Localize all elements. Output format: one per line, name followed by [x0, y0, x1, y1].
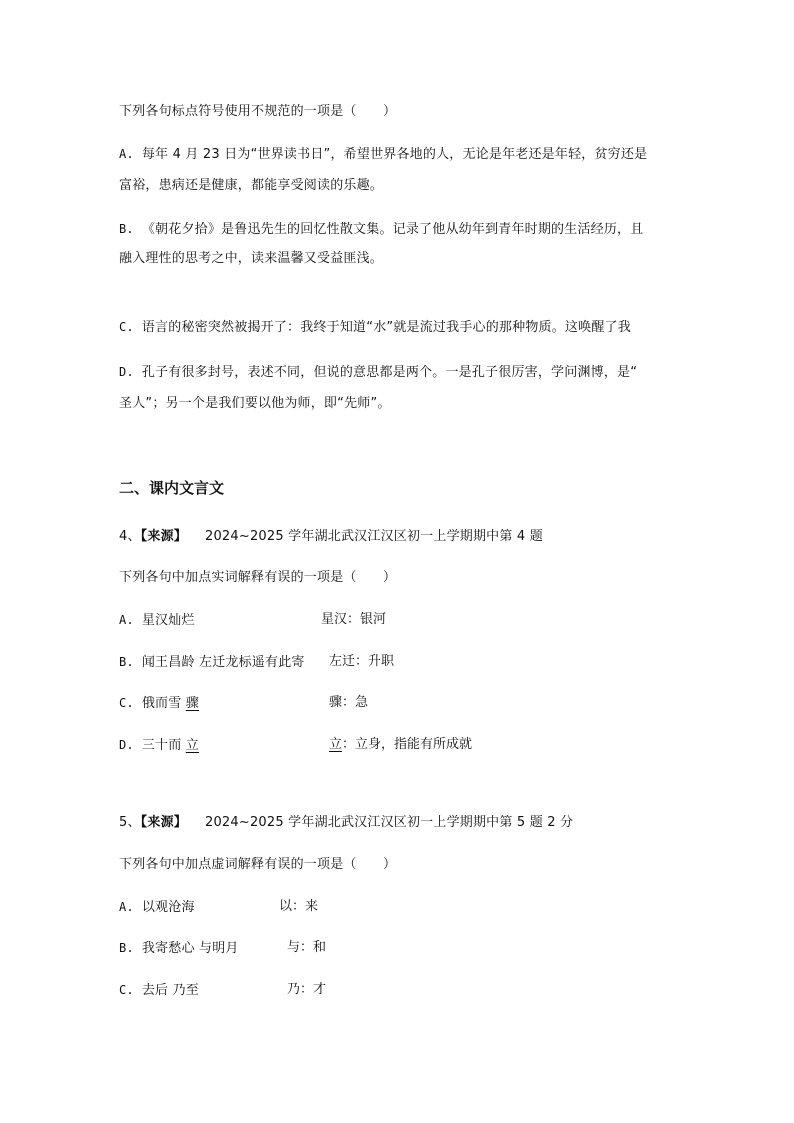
q5-option-b-explanation: 与：和 — [287, 940, 327, 955]
q5-stem: 下列各句中加点虚词解释有误的一项是（ ） — [119, 857, 397, 872]
option-label: B. — [119, 941, 134, 955]
q5-source-line — [119, 815, 573, 831]
q5-option-b — [119, 940, 239, 957]
option-label: C. — [119, 320, 134, 334]
option-label: C. — [119, 983, 134, 997]
q4-option-b-explanation: 左迁：升职 — [329, 654, 395, 669]
option-sentence: 三十而 — [141, 738, 186, 753]
q3-option-d-line2: 圣人”；另一个是我们要以他为师，即“先师”。 — [119, 396, 391, 411]
q4-option-a — [119, 612, 195, 629]
q3-option-d-line1 — [119, 364, 637, 381]
source-tag: 【来源】 — [140, 815, 187, 830]
option-label: A. — [119, 147, 134, 161]
source-text: 2024~2025 学年湖北武汉江汉区初一上学期期中第 4 题 — [204, 529, 543, 544]
q5-option-c-explanation: 乃：才 — [287, 982, 327, 997]
q4-option-c — [119, 695, 199, 712]
option-text: 每年 4 月 23 日为“世界读书日”，希望世界各地的人，无论是年老还是年轻，贫穷还是 — [141, 147, 648, 162]
option-sentence: 我寄愁心 与明月 — [141, 941, 239, 956]
q3-option-a-line1 — [119, 146, 647, 163]
option-text: 孔子有很多封号，表述不同，但说的意思都是两个。一是孔子很厉害，学问渊博，是“ — [141, 365, 638, 380]
q5-option-a-explanation: 以：来 — [279, 899, 319, 914]
q3-option-a-line2: 富裕，患病还是健康，都能享受阅读的乐趣。 — [119, 178, 384, 193]
source-tag: 【来源】 — [140, 529, 187, 544]
q3-option-b-line1 — [119, 221, 643, 238]
emphasized-char: 骤 — [185, 696, 199, 711]
q4-option-d — [119, 737, 199, 754]
q5-option-c — [119, 982, 199, 999]
option-label: D. — [119, 365, 134, 379]
option-label: B. — [119, 655, 134, 669]
option-label: C. — [119, 696, 134, 710]
q3-option-c-line1 — [119, 319, 631, 336]
q3-stem: 下列各句标点符号使用不规范的一项是（ ） — [119, 104, 397, 119]
q4-option-b — [119, 654, 305, 671]
option-sentence: 星汉灿烂 — [141, 613, 195, 628]
source-text: 2024~2025 学年湖北武汉江汉区初一上学期期中第 5 题 2 分 — [204, 815, 574, 830]
option-sentence: 去后 乃至 — [141, 983, 199, 998]
question-number: 4、 — [119, 529, 141, 544]
option-sentence: 俄而雪 — [141, 696, 186, 711]
option-label: D. — [119, 738, 134, 752]
q4-source-line — [119, 529, 543, 545]
emphasized-char: 立 — [329, 737, 343, 752]
question-number: 5、 — [119, 815, 141, 830]
option-text: 《朝花夕拾》是鲁迅先生的回忆性散文集。记录了他从幼年到青年时期的生活经历，且 — [141, 222, 644, 237]
option-sentence: 以观沧海 — [141, 900, 195, 915]
emphasized-char: 立 — [185, 738, 199, 753]
q4-option-c-explanation: 骤：急 — [329, 695, 369, 710]
explanation-text: ：立身，指能有所成就 — [342, 737, 473, 752]
q4-option-a-explanation: 星汉：银河 — [321, 612, 387, 627]
q3-option-b-line2: 融入理性的思考之中，读来温馨又受益匪浅。 — [119, 251, 384, 266]
option-sentence: 闻王昌龄 左迁龙标遥有此寄 — [141, 655, 305, 670]
option-text: 语言的秘密突然被揭开了：我终于知道“水”就是流过我手心的那种物质。这唤醒了我 — [141, 320, 631, 335]
q4-option-d-explanation — [329, 737, 472, 753]
option-label: B. — [119, 222, 134, 236]
option-label: A. — [119, 900, 134, 914]
section-title: 二、课内文言文 — [119, 479, 225, 497]
q4-stem: 下列各句中加点实词解释有误的一项是（ ） — [119, 570, 397, 585]
q5-option-a — [119, 899, 195, 916]
option-label: A. — [119, 613, 134, 627]
